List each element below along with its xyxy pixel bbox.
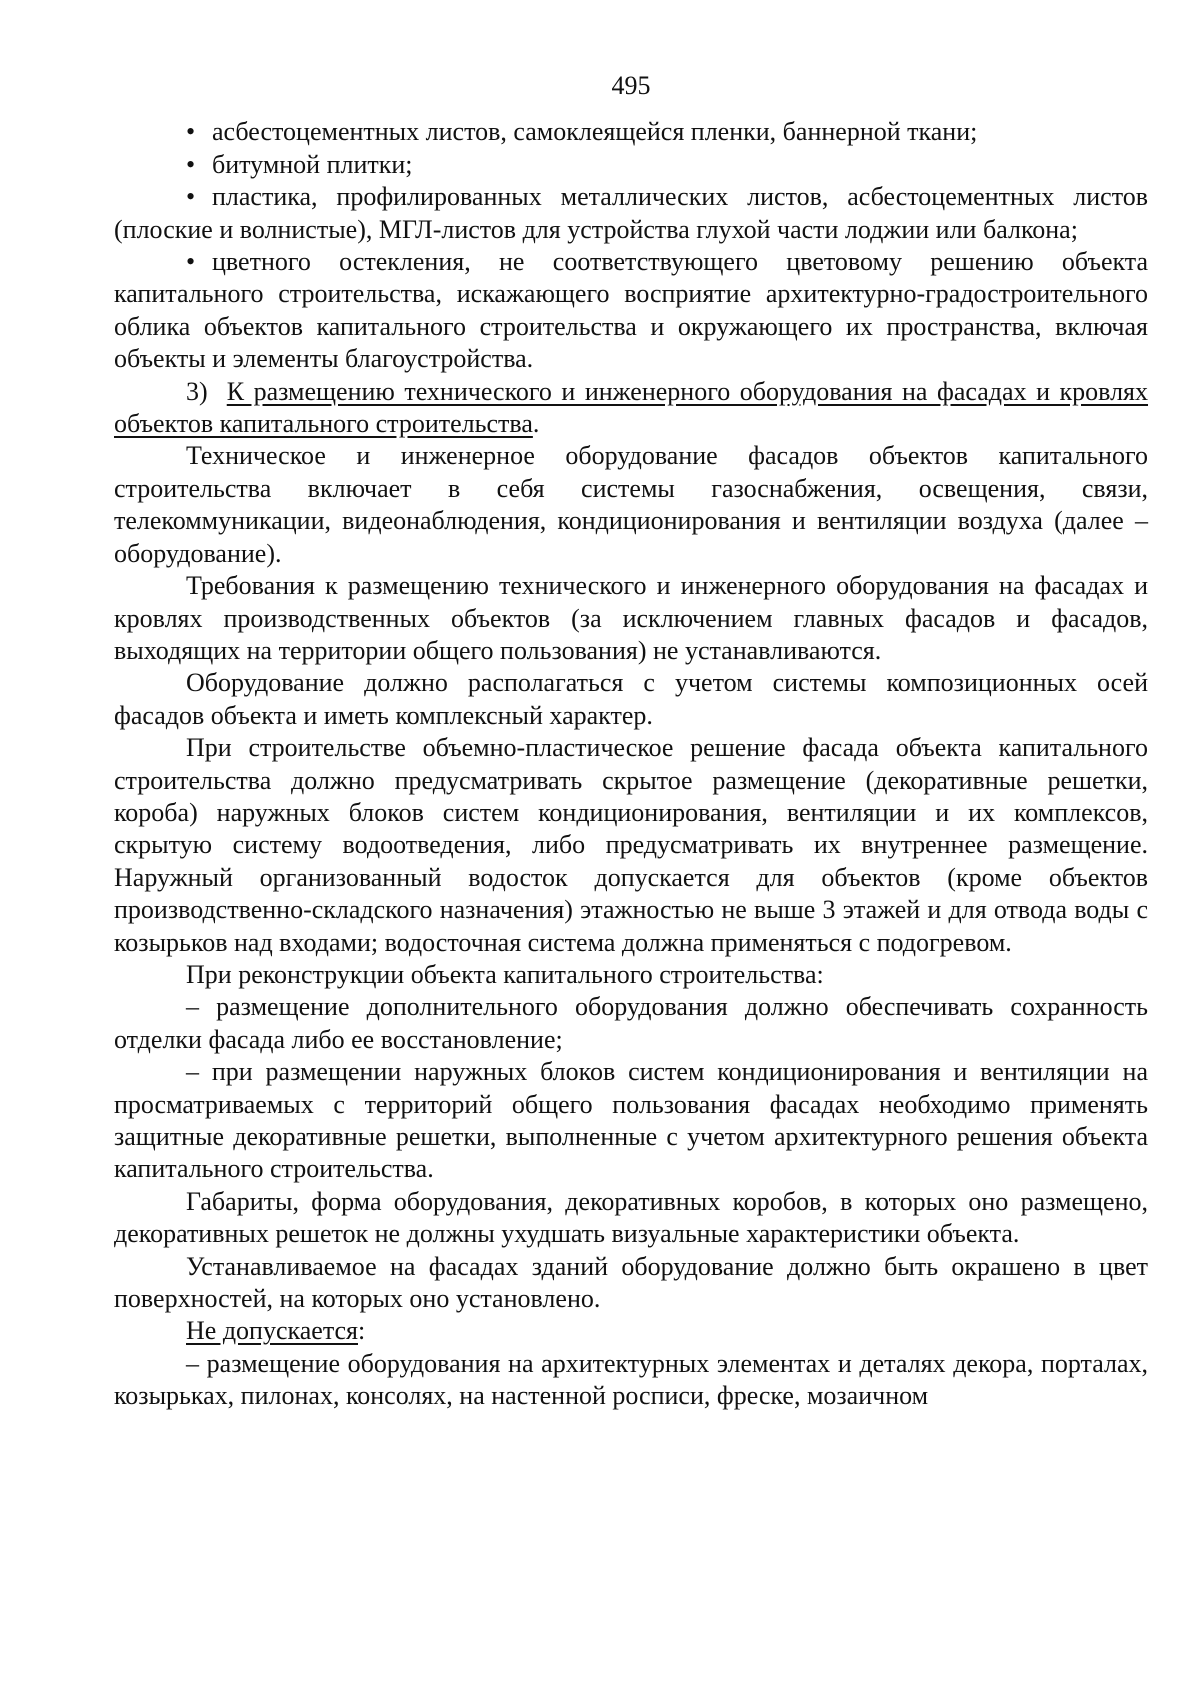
- paragraph: При реконструкции объекта капитального строительства:: [186, 959, 824, 989]
- section-heading: [114, 376, 1148, 441]
- section-title-end: .: [532, 409, 540, 439]
- bullet-item: [114, 116, 1148, 148]
- paragraph: – размещение оборудования на архитектурных элементах и деталях декора, порталах, козырьках, пилонах, консолях, на настенной росписи, фреске, мозаичном: [114, 1348, 1148, 1411]
- bullet-item: [114, 149, 1148, 181]
- bullet-icon: •: [186, 247, 196, 277]
- not-allowed-label: Не допускается: [186, 1316, 358, 1346]
- paragraph: Габариты, форма оборудования, декоративных коробов, в которых оно размещено, декоративных решеток не должны ухудшать визуальные характеристики объекта.: [114, 1186, 1148, 1249]
- section-title: К размещению технического и инженерного оборудования на фасадах и кровлях объектов капитального строительства: [114, 376, 1149, 439]
- bullet-icon: •: [186, 117, 196, 147]
- bullet-icon: •: [186, 149, 196, 179]
- paragraph: – размещение дополнительного оборудования должно обеспечивать сохранность отделки фасада либо ее восстановление;: [114, 992, 1148, 1054]
- paragraph: Устанавливаемое на фасадах зданий оборудование должно быть окрашено в цвет поверхностей, на которых оно установлено.: [114, 1251, 1148, 1314]
- page-number: 495: [611, 71, 651, 100]
- bullet-text: цветного остекления, не соответствующего цветовому решению объекта капитального строительства, искажающего восприятие архитектурно-градостроительного облика объектов капитального строительства и окружающего их пространства, включая объекты и элементы благоустройства.: [114, 247, 1148, 374]
- paragraph: Требования к размещению технического и инженерного оборудования на фасадах и кровлях производственных объектов (за исключением главных фасадов и фасадов, выходящих на территории общего пользования) не устанавливаются.: [114, 571, 1148, 665]
- not-allowed-colon: :: [358, 1316, 366, 1346]
- not-allowed-heading: [114, 1315, 1148, 1347]
- paragraph: – при размещении наружных блоков систем кондиционирования и вентиляции на просматриваемых с территорий общего пользования фасадах необходимо применять защитные декоративные решетки, выполненные с учетом архитектурного решения объекта капитального строительства.: [114, 1057, 1148, 1184]
- bullet-icon: •: [186, 182, 196, 212]
- paragraph: Оборудование должно располагаться с учетом системы композиционных осей фасадов объекта и иметь комплексный характер.: [114, 668, 1148, 730]
- bullet-text: асбестоцементных листов, самоклеящейся пленки, баннерной ткани;: [212, 117, 978, 147]
- bullet-text: пластика, профилированных металлических листов, асбестоцементных листов (плоские и волнистые), МГЛ-листов для устройства глухой части лоджии или балкона;: [114, 182, 1148, 244]
- bullet-item: [114, 181, 1148, 246]
- paragraph: Техническое и инженерное оборудование фасадов объектов капитального строительства включает в себя системы газоснабжения, освещения, связи, телекоммуникации, видеонаблюдения, кондиционирования и вентиляции воздуха (далее – оборудование).: [114, 441, 1148, 568]
- section-number: 3): [186, 376, 208, 406]
- bullet-text: битумной плитки;: [212, 149, 413, 179]
- paragraph: При строительстве объемно-пластическое решение фасада объекта капитального строительства должно предусматривать скрытое размещение (декоративные решетки, короба) наружных блоков систем кондиционирования, вентиляции и их комплексов, скрытую систему водоотведения, либо предусматривать их внутреннее размещение. Наружный организованный водосток допускается для объектов (кроме объектов производственно-складского назначения) этажностью не выше 3 этажей и для отвода воды с козырьков над входами; водосточная система должна применяться с подогревом.: [114, 733, 1148, 957]
- bullet-item: [114, 246, 1148, 376]
